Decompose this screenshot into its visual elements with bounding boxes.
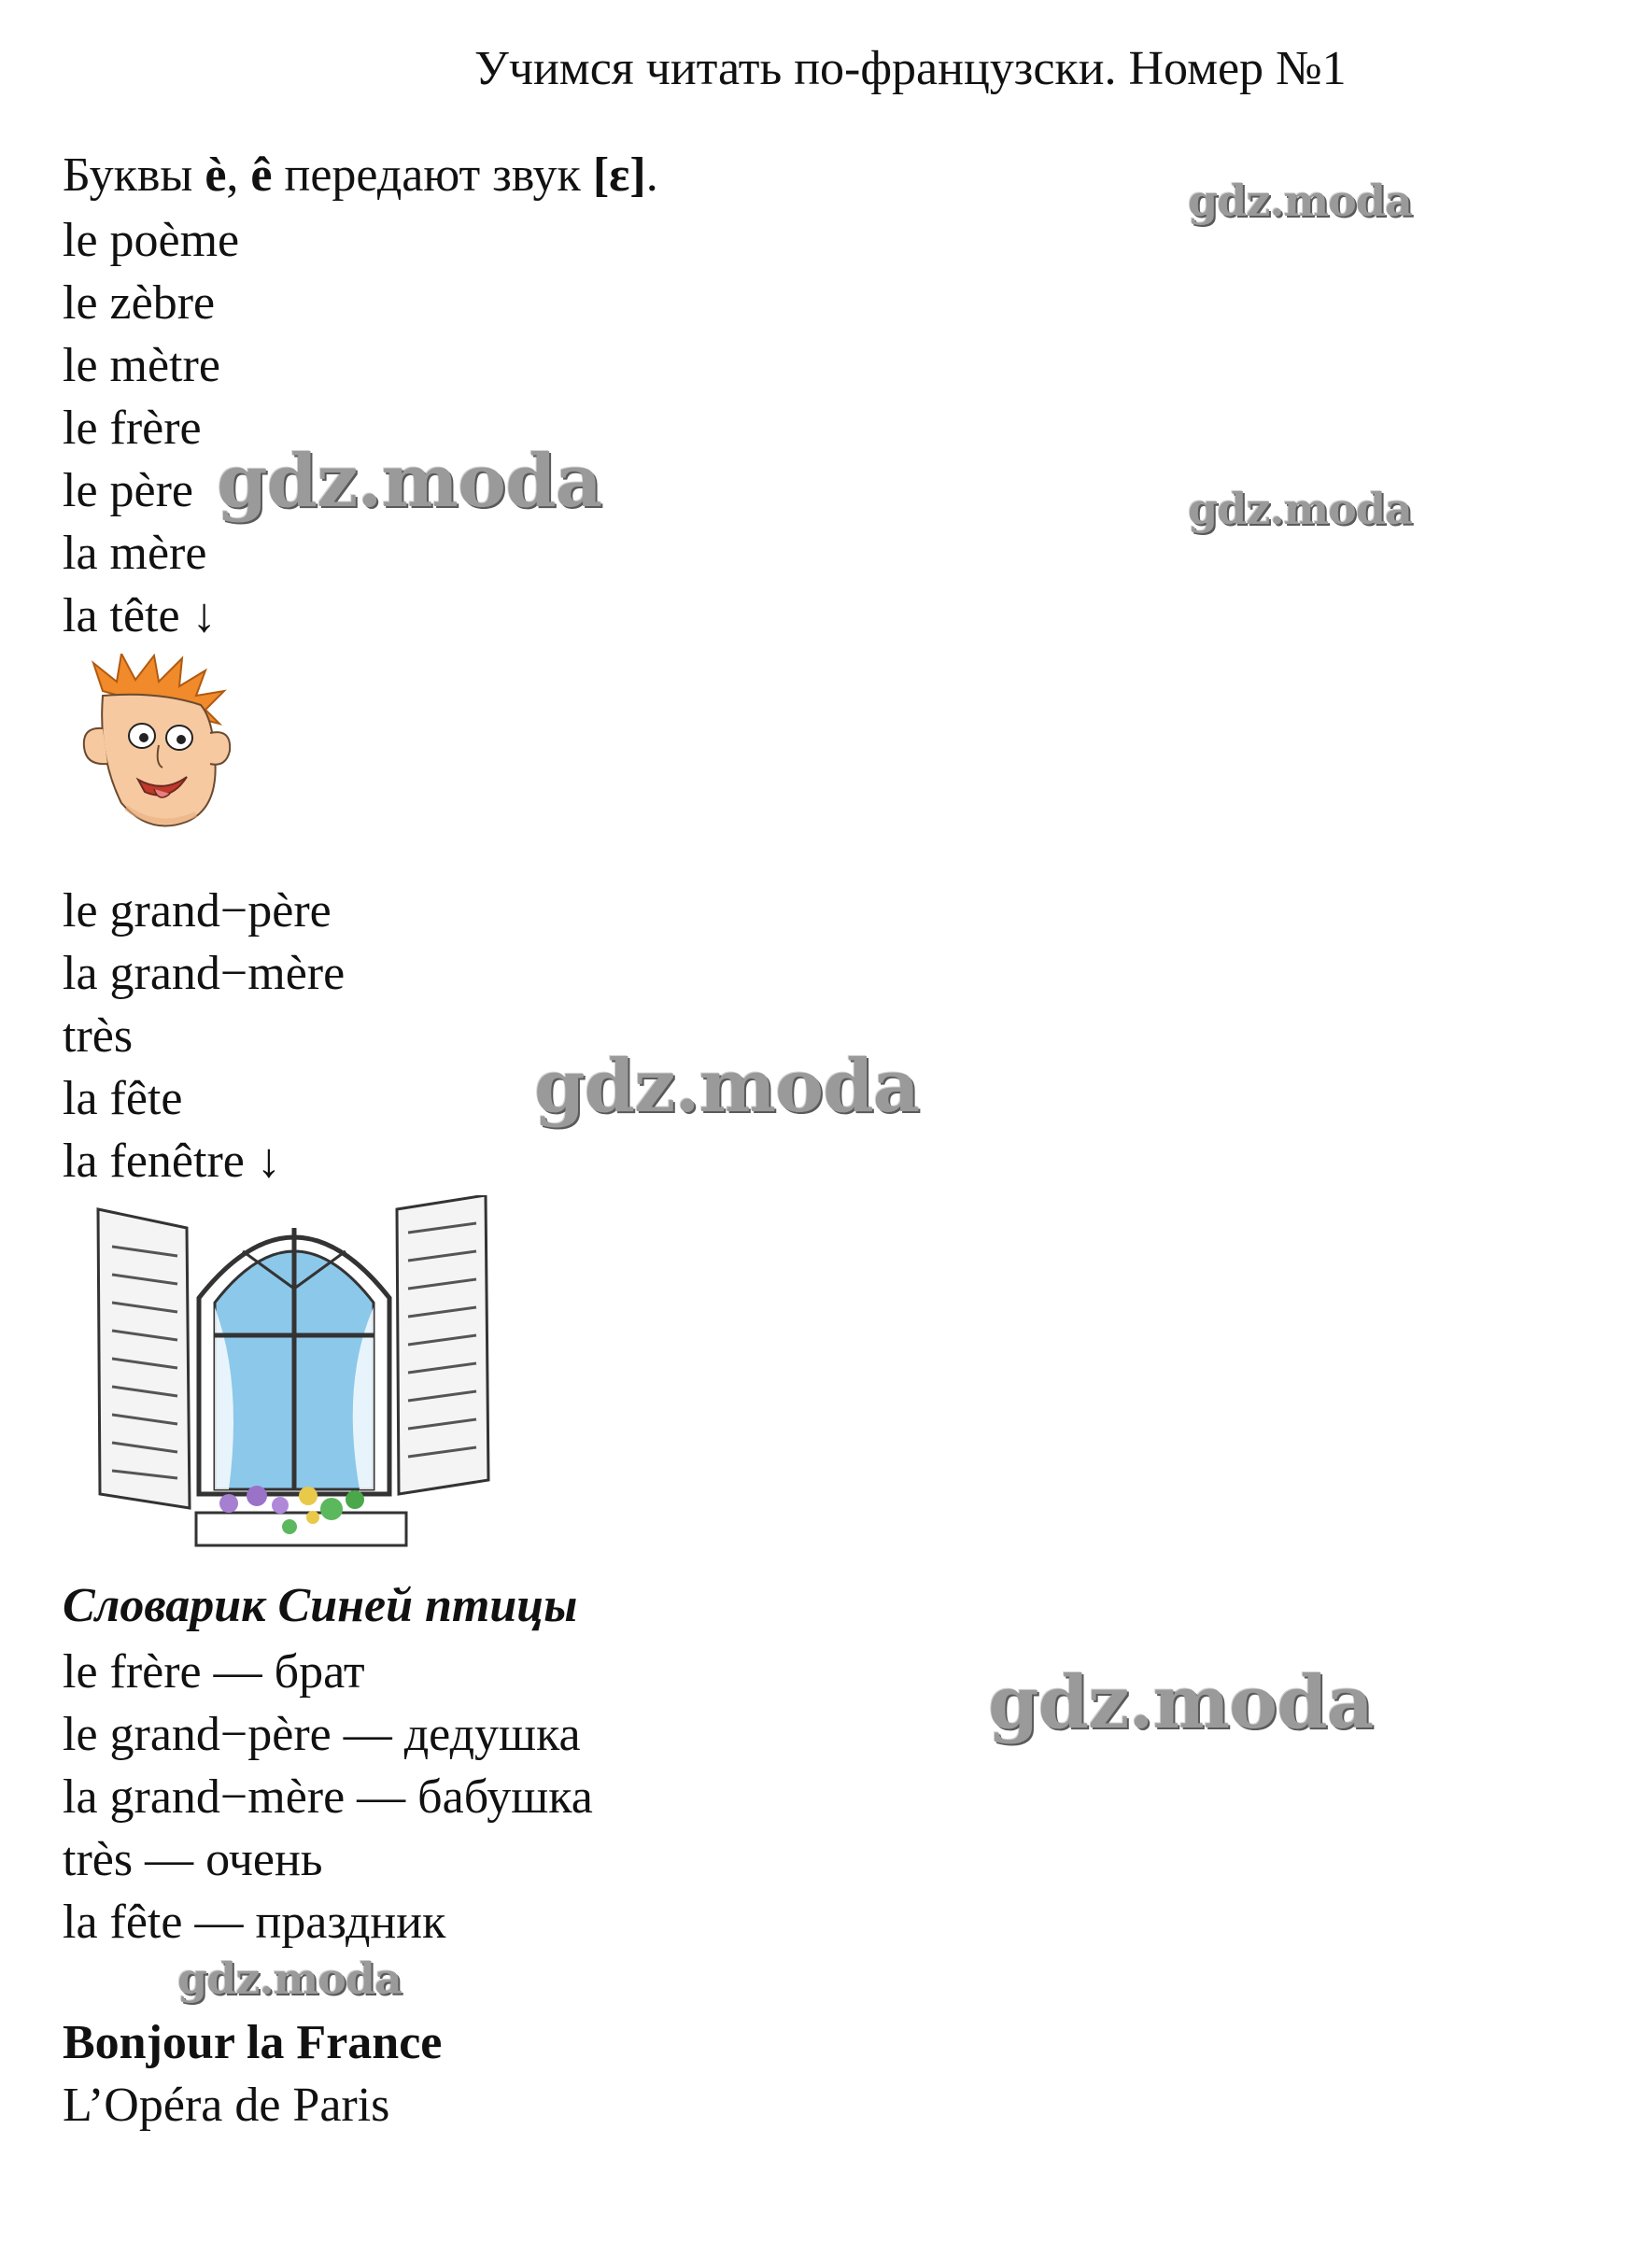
vocabulary-title: Словарик Синей птицы — [63, 1579, 578, 1632]
list-item: la tête ↓ — [63, 589, 217, 642]
intro-end: . — [645, 148, 658, 202]
vocabulary-item: très — очень — [63, 1833, 323, 1886]
letter-e-circumflex: ê — [250, 148, 273, 202]
list-item: le père — [63, 464, 194, 517]
intro-line — [63, 148, 658, 203]
list-item: le poème — [63, 214, 240, 267]
sound-symbol: [ε] — [592, 148, 646, 202]
boy-head-illustration — [65, 654, 261, 840]
list-item: la grand−mère — [63, 947, 346, 1000]
watermark: gdz.moda — [534, 1044, 920, 1129]
section-text: L’Opéra de Paris — [63, 2079, 390, 2132]
intro-middle: передают звук — [272, 148, 593, 202]
watermark: gdz.moda — [1188, 176, 1412, 226]
vocabulary-item: la fête — праздник — [63, 1896, 446, 1949]
list-item: la fête — [63, 1072, 183, 1125]
window-illustration — [89, 1195, 500, 1559]
vocabulary-item: le frère — брат — [63, 1645, 365, 1699]
intro-prefix: Буквы — [63, 148, 205, 202]
list-item: le zèbre — [63, 276, 216, 330]
list-item: le grand−père — [63, 884, 332, 938]
watermark: gdz.moda — [1188, 484, 1412, 534]
list-item: très — [63, 1009, 134, 1063]
watermark: gdz.moda — [177, 1953, 402, 2004]
page-title: Учимся читать по-французски. Номер №1 — [474, 42, 1347, 95]
list-item: la mère — [63, 527, 207, 580]
list-item: le mètre — [63, 339, 220, 392]
word-list-1 — [63, 209, 239, 647]
watermark: gdz.moda — [217, 439, 602, 524]
vocabulary-item: la grand−mère — бабушка — [63, 1770, 593, 1824]
list-item: le frère — [63, 402, 202, 455]
vocabulary-list — [63, 1641, 593, 1953]
intro-sep: , — [226, 148, 251, 202]
word-list-2 — [63, 880, 345, 1192]
letter-e-grave: è — [205, 148, 227, 202]
section-heading: Bonjour la France — [63, 2016, 443, 2069]
watermark: gdz.moda — [988, 1660, 1374, 1745]
list-item: la fenêtre ↓ — [63, 1135, 281, 1188]
vocabulary-item: le grand−père — дедушка — [63, 1708, 581, 1761]
